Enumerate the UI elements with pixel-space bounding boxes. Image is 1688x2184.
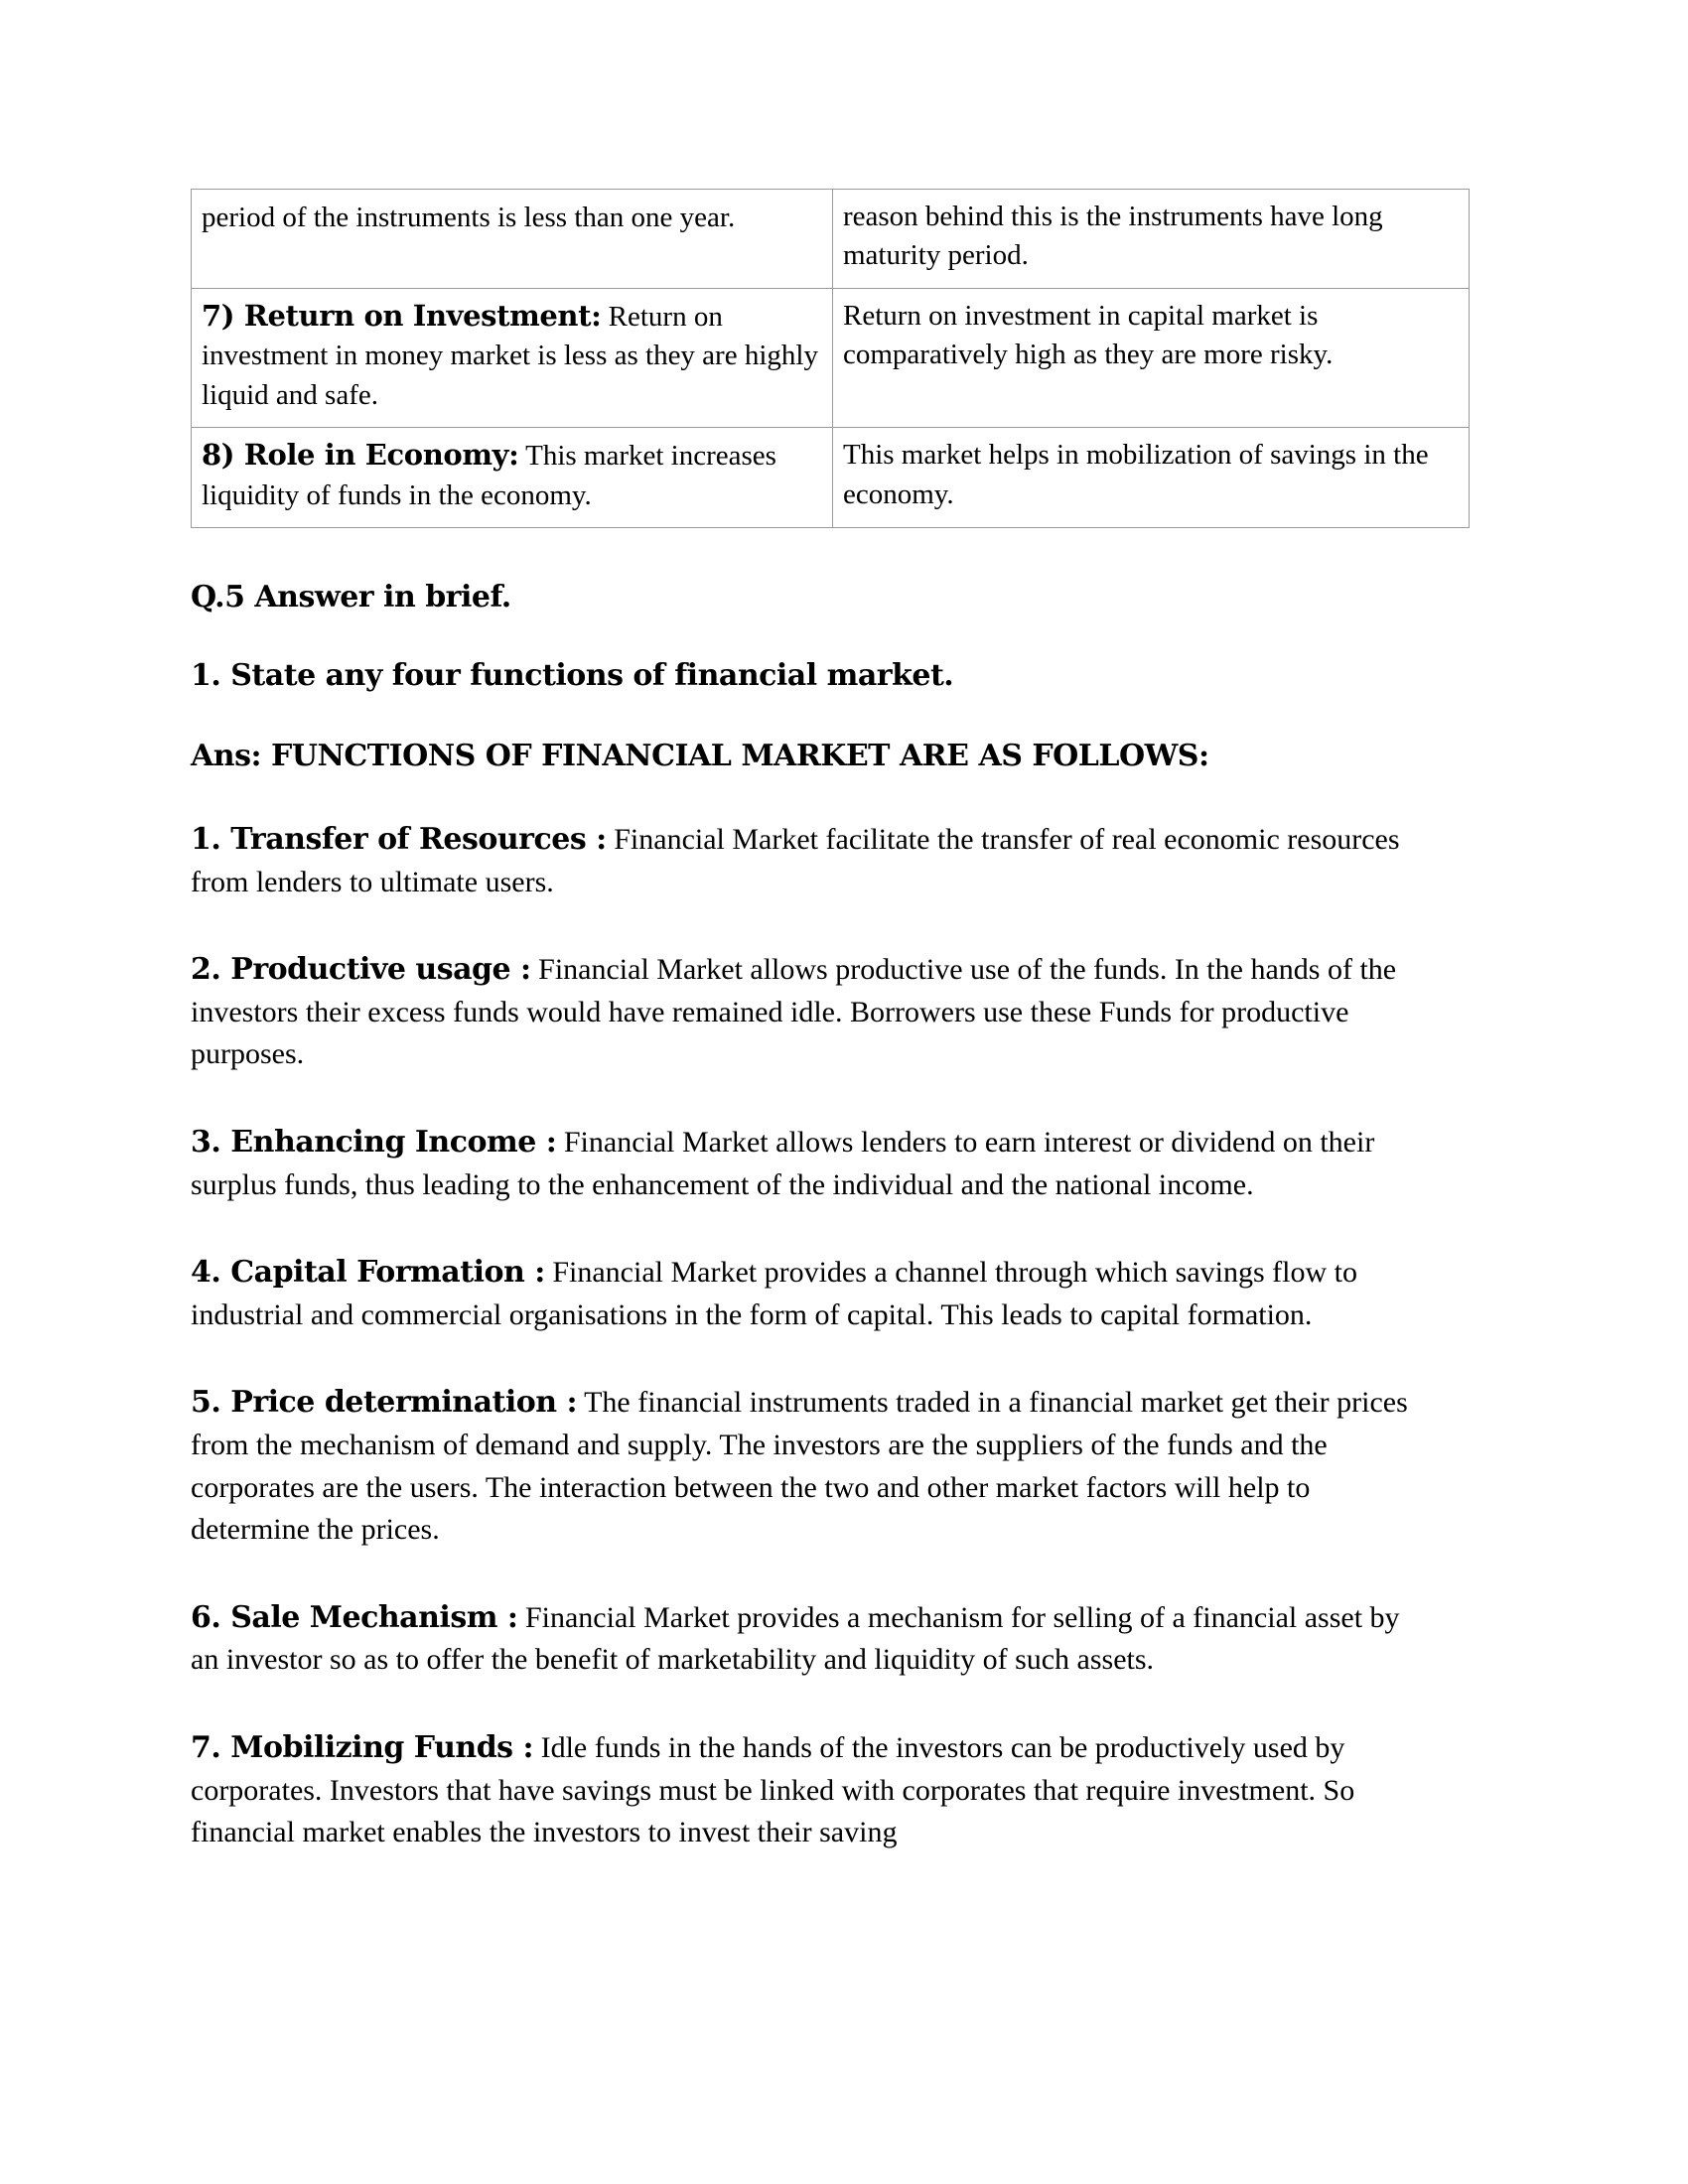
cell-paragraph: Return on investment in capital market is comparatively high as they are more risky. <box>843 299 1334 371</box>
function-item <box>191 949 1427 1076</box>
cell-paragraph <box>202 297 822 415</box>
function-text: Idle funds in the hands of the investors can be productively used by corporates. Investors that have savings must be linked with corporates that require investment. So financial market enables the investors to invest their saving <box>191 1730 1355 1849</box>
cell-paragraph: This market helps in mobilization of savings in the economy. <box>843 439 1429 510</box>
function-term: 6. Sale Mechanism : <box>191 1599 518 1635</box>
table-row <box>192 288 1470 427</box>
function-term: 2. Productive usage : <box>191 952 531 988</box>
table-cell-capital-market <box>833 190 1470 289</box>
cell-paragraph <box>202 436 822 515</box>
function-item <box>191 1727 1427 1854</box>
cell-paragraph: reason behind this is the instruments have long maturity period. <box>843 201 1383 272</box>
function-item <box>191 1122 1427 1206</box>
function-text: Financial Market provides a mechanism for selling of a financial asset by an investor so as to offer the benefit of marketability and liquidity of such assets. <box>191 1600 1400 1677</box>
sub-question-heading: 1. State any four functions of financial market. <box>191 658 954 694</box>
cell-label: 8) Role in Economy: <box>202 438 519 473</box>
table-row <box>192 428 1470 528</box>
question-heading: Q.5 Answer in brief. <box>191 580 511 615</box>
money-vs-capital-market-table <box>191 189 1470 528</box>
cell-text: period of the instruments is less than one year. <box>202 202 736 233</box>
function-text: The financial instruments traded in a financial market get their prices from the mechanism of demand and supply. The investors are the suppliers of the funds and the corporates are the users. The interaction between the two and other market factors will help to determine the prices. <box>191 1386 1408 1547</box>
function-term: 7. Mobilizing Funds : <box>191 1729 534 1765</box>
function-text: Financial Market allows lenders to earn interest or dividend on their surplus funds, thus leading to the enhancement of the individual and the national income. <box>191 1126 1375 1201</box>
function-term: 4. Capital Formation : <box>191 1255 545 1291</box>
function-term: 1. Transfer of Resources : <box>191 822 607 858</box>
table-cell-capital-market <box>833 428 1470 528</box>
function-item <box>191 1382 1427 1551</box>
function-text: Financial Market facilitate the transfer of real economic resources from lenders to ultimate users. <box>191 823 1400 898</box>
function-term: 3. Enhancing Income : <box>191 1125 557 1160</box>
cell-text: Return on investment in money market is less as they are highly liquid and safe. <box>202 300 818 411</box>
function-item <box>191 1252 1427 1336</box>
table-cell-capital-market <box>833 288 1470 427</box>
function-text: Financial Market provides a channel through which savings flow to industrial and commercial organisations in the form of capital. This leads to capital formation. <box>191 1256 1357 1331</box>
function-item <box>191 819 1427 903</box>
cell-text: This market increases liquidity of funds in the economy. <box>202 440 776 511</box>
function-text: Financial Market allows productive use of the funds. In the hands of the investors their excess funds would have remained idle. Borrowers use these Funds for productive purposes. <box>191 953 1397 1071</box>
table-cell-money-market <box>192 288 833 427</box>
answer-heading: Ans: FUNCTIONS OF FINANCIAL MARKET ARE AS FOLLOWS: <box>191 739 1209 774</box>
cell-paragraph <box>202 198 822 237</box>
function-item <box>191 1597 1427 1682</box>
function-term: 5. Price determination : <box>191 1385 578 1421</box>
table-cell-money-market <box>192 190 833 289</box>
table-row <box>192 190 1470 289</box>
cell-label: 7) Return on Investment: <box>202 298 602 333</box>
table-cell-money-market <box>192 428 833 528</box>
